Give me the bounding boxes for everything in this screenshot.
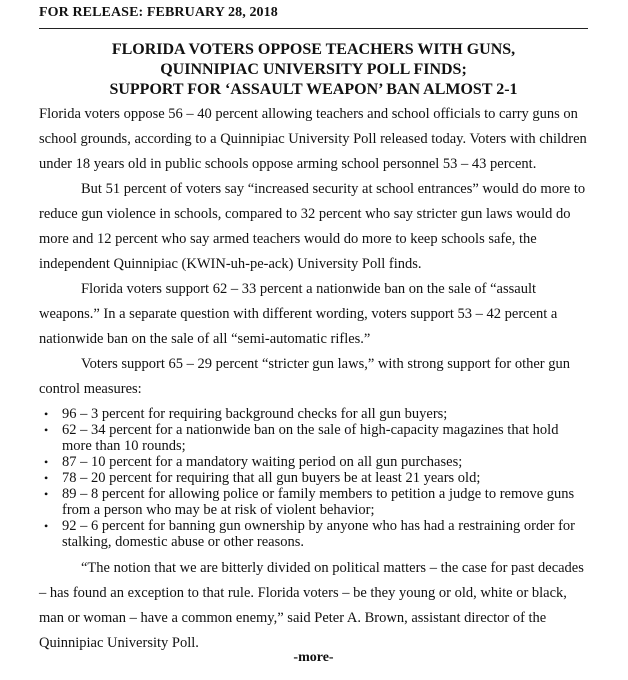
- list-item-text: 62 – 34 percent for a nationwide ban on the sale of high-capacity magazines that hold more than 10 rounds;: [62, 422, 559, 454]
- list-item: [39, 518, 588, 550]
- list-item: [39, 454, 588, 470]
- gun-control-measures-list: [39, 406, 588, 550]
- bullet-icon: •: [44, 423, 49, 437]
- release-date: FOR RELEASE: FEBRUARY 28, 2018: [39, 5, 278, 20]
- headline-line-3: SUPPORT FOR ‘ASSAULT WEAPON’ BAN ALMOST 2-1: [109, 81, 518, 98]
- bullet-icon: •: [44, 519, 49, 533]
- list-item-text: 92 – 6 percent for banning gun ownership by anyone who has had a restraining order for stalking, domestic abuse or other reasons.: [62, 518, 575, 550]
- paragraph-security: But 51 percent of voters say “increased security at school entrances” would do more to reduce gun violence in schools, compared to 32 percent who say stricter gun laws would do more and 12 percent who say armed teachers would do more to keep schools safe, the independent Quinnipiac (KWIN-uh-pe-ack) University Poll finds.: [39, 181, 586, 272]
- list-item: [39, 422, 588, 454]
- list-item-text: 96 – 3 percent for requiring background checks for all gun buyers;: [62, 406, 448, 422]
- continued-marker: -more-: [293, 650, 334, 665]
- bullet-icon: •: [44, 471, 49, 485]
- headline-line-1: FLORIDA VOTERS OPPOSE TEACHERS WITH GUNS,: [111, 41, 516, 58]
- bullet-icon: •: [44, 407, 49, 421]
- header-rule: [39, 28, 588, 29]
- paragraph-stricter-laws: Voters support 65 – 29 percent “stricter gun laws,” with strong support for other gun control measures:: [39, 356, 571, 397]
- headline-line-2: QUINNIPIAC UNIVERSITY POLL FINDS;: [160, 61, 467, 78]
- list-item-text: 87 – 10 percent for a mandatory waiting period on all gun purchases;: [62, 454, 463, 470]
- list-item: [39, 406, 588, 422]
- list-item: [39, 470, 588, 486]
- paragraph-assault-weapons: Florida voters support 62 – 33 percent a nationwide ban on the sale of “assault weapons.” In a separate question with different wording, voters support 53 – 42 percent a nationwide ban on the sale of all “semi-automatic rifles.”: [39, 281, 558, 347]
- paragraph-intro: Florida voters oppose 56 – 40 percent allowing teachers and school officials to carry guns on school grounds, according to a Quinnipiac University Poll released today. Voters with children under 18 years old in public schools oppose arming school personnel 53 – 43 percent.: [39, 106, 587, 172]
- paragraph-closing-quote: “The notion that we are bitterly divided on political matters – the case for past decades – has found an exception to that rule. Florida voters – be they young or old, white or black, man or woman – have a common enemy,” said Peter A. Brown, assistant director of the Quinnipiac University Poll.: [39, 560, 584, 651]
- list-item: [39, 486, 588, 518]
- list-item-text: 78 – 20 percent for requiring that all gun buyers be at least 21 years old;: [62, 470, 481, 486]
- article-body: [39, 102, 588, 656]
- list-item-text: 89 – 8 percent for allowing police or family members to petition a judge to remove guns from a person who may be at risk of violent behavior;: [62, 486, 575, 518]
- headline: [39, 40, 588, 100]
- bullet-icon: •: [44, 487, 49, 501]
- bullet-icon: •: [44, 455, 49, 469]
